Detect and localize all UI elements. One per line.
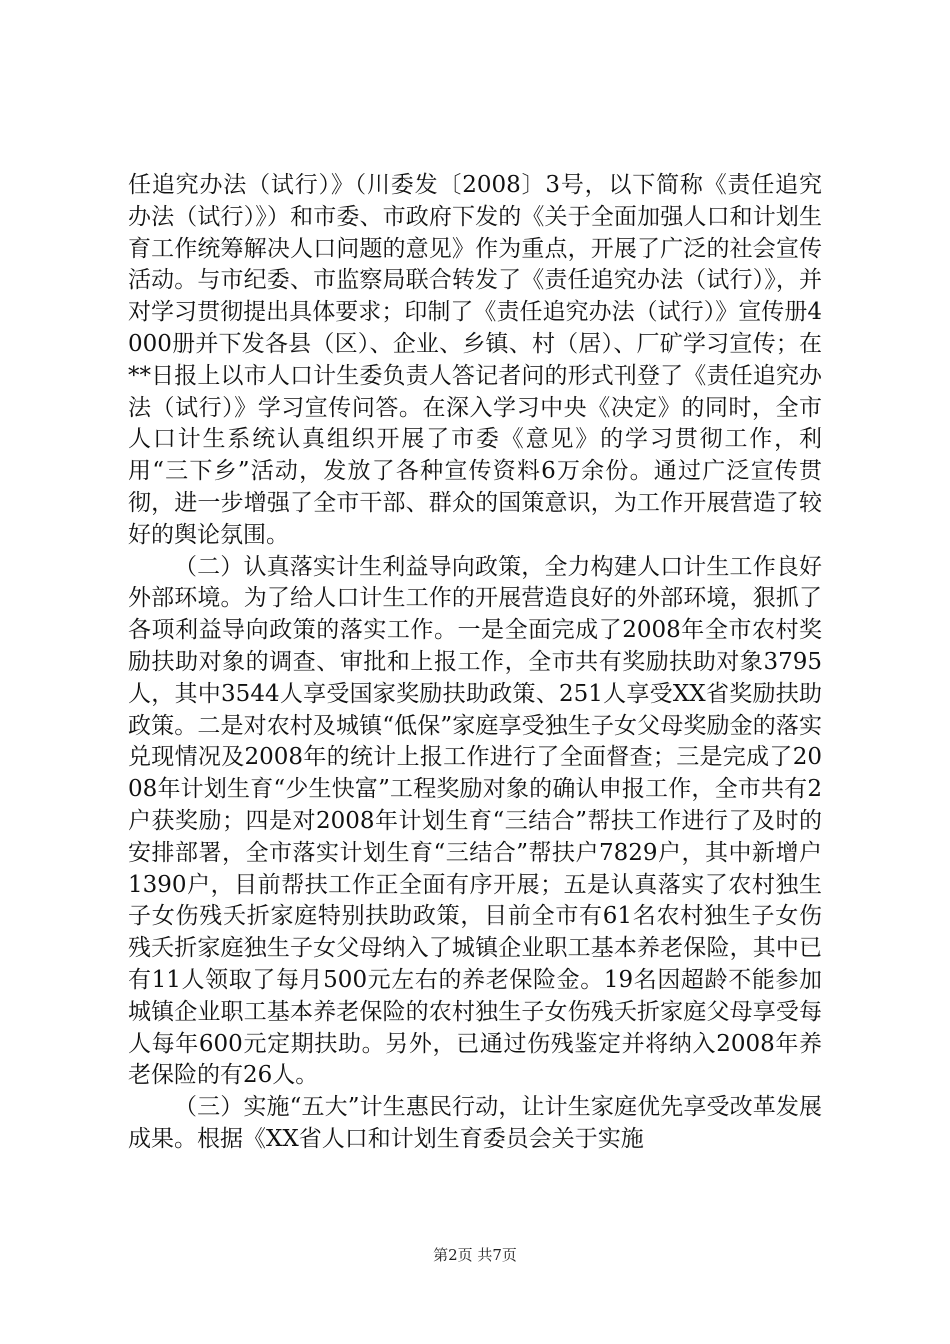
paragraph-1: 任追究办法（试行）》（川委发〔2008〕3号，以下简称《责任追究办法（试行）》）和市委、市政府下发的《关于全面加强人口和计划生育工作统筹解决人口问题的意见》作为重点，开展了广泛的社会宣传活动。与市纪委、市监察局联合转发了《责任追究办法（试行）》，并对学习贯彻提出具体要求；印制了《责任追究办法（试行）》宣传册4000册并下发各县（区）、企业、乡镇、村（居）、厂矿学习宣传；在**日报上以市人口计生委负责人答记者问的形式刊登了《责任追究办法（试行）》学习宣传问答。在深入学习中央《决定》的同时，全市人口计生系统认真组织开展了市委《意见》的学习贯彻工作，利用“三下乡”活动，发放了各种宣传资料6万余份。通过广泛宣传贯彻，进一步增强了全市干部、群众的国策意识，为工作开展营造了较好的舆论氛围。 xyxy=(128,172,822,548)
paragraph-3: （三）实施“五大”计生惠民行动，让计生家庭优先享受改革发展成果。根据《XX省人口和计划生育委员会关于实施 xyxy=(128,1094,822,1152)
document-body xyxy=(128,170,822,1156)
page-footer: 第2页 共7页 xyxy=(433,1246,517,1264)
paragraph-2: （二）认真落实计生利益导向政策，全力构建人口计生工作良好外部环境。为了给人口计生工作的开展营造良好的外部环境，狠抓了各项利益导向政策的落实工作。一是全面完成了2008年全市农村奖励扶助对象的调查、审批和上报工作，全市共有奖励扶助对象3795人，其中3544人享受国家奖励扶助政策、251人享受XX省奖励扶助政策。二是对农村及城镇“低保”家庭享受独生子女父母奖励金的落实兑现情况及2008年的统计上报工作进行了全面督查；三是完成了2008年计划生育“少生快富”工程奖励对象的确认申报工作，全市共有2户获奖励；四是对2008年计划生育“三结合”帮扶工作进行了及时的安排部署，全市落实计划生育“三结合”帮扶户7829户，其中新增户1390户，目前帮扶工作正全面有序开展；五是认真落实了农村独生子女伤残夭折家庭特别扶助政策，目前全市有61名农村独生子女伤残夭折家庭独生子女父母纳入了城镇企业职工基本养老保险，其中已有11人领取了每月500元左右的养老保险金。19名因超龄不能参加城镇企业职工基本养老保险的农村独生子女伤残夭折家庭父母享受每人每年600元定期扶助。另外，已通过伤残鉴定并将纳入2008年养老保险的有26人。 xyxy=(128,553,822,1089)
